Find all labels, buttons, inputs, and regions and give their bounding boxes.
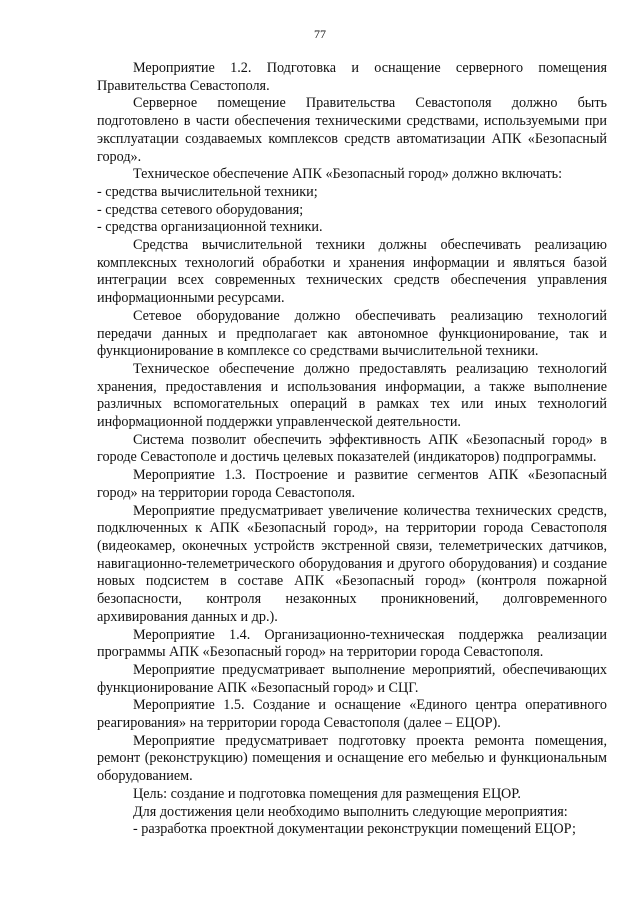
- paragraph: Средства вычислительной техники должны обеспечивать реализацию комплексных технологий обработки и хранения информации и являться базой интеграции всех современных технических средств обеспечения управления информационными ресурсами.: [97, 237, 607, 307]
- list-item: - средства организационной техники.: [97, 219, 323, 236]
- paragraph: Система позволит обеспечить эффективность АПК «Безопасный город» в городе Севастополе и достичь целевых показателей (индикаторов) подпрограммы.: [97, 431, 607, 466]
- paragraph: - разработка проектной документации реконструкции помещений ЕЦОР;: [133, 821, 576, 838]
- paragraph: Мероприятие 1.2. Подготовка и оснащение серверного помещения Правительства Севастополя.: [97, 60, 607, 94]
- paragraph: Техническое обеспечение должно предоставлять реализацию технологий хранения, предоставления и использования информации, а также выполнение различных вспомогательных операций в рамках тех или иных технологий информационной поддержки управленческой деятельности.: [97, 360, 607, 431]
- paragraph: Цель: создание и подготовка помещения для размещения ЕЦОР.: [133, 785, 521, 802]
- document-body: [97, 60, 607, 839]
- paragraph: Сетевое оборудование должно обеспечивать реализацию технологий передачи данных и предполагает как автономное функционирование, так и функционирование в комплексе со средствами вычислительной техники.: [97, 307, 607, 360]
- paragraph: Мероприятие 1.3. Построение и развитие сегментов АПК «Безопасный город» на территории города Севастополя.: [97, 467, 607, 501]
- list-item: - средства сетевого оборудования;: [97, 201, 304, 218]
- paragraph: Мероприятие предусматривает выполнение мероприятий, обеспечивающих функционирование АПК «Безопасный город» и СЦГ.: [97, 661, 607, 696]
- paragraph: Серверное помещение Правительства Севастополя должно быть подготовлено в части обеспечения техническими средствами, используемыми при эксплуатации создаваемых комплексов средств автоматизации АПК «Безопасный город».: [97, 95, 607, 165]
- paragraph: Техническое обеспечение АПК «Безопасный город» должно включать:: [133, 166, 563, 183]
- paragraph: Мероприятие 1.4. Организационно-техническая поддержка реализации программы АПК «Безопасный город» на территории города Севастополя.: [97, 626, 607, 661]
- paragraph: Мероприятие 1.5. Создание и оснащение «Единого центра оперативного реагирования» на территории города Севастополя (далее – ЕЦОР).: [97, 697, 607, 732]
- list-item: - средства вычислительной техники;: [97, 183, 318, 200]
- paragraph: Для достижения цели необходимо выполнить следующие мероприятия:: [133, 803, 568, 820]
- paragraph: Мероприятие предусматривает увеличение количества технических средств, подключенных к АПК «Безопасный город», на территории города Севастополя (видеокамер, оконечных устройств экстренной связи, телеметрических датчиков, навигационно-телеметрического оборудования и другого оборудования) и создание новых подсистем в составе АПК «Безопасный город» (контроля пожарной безопасности, контроля незаконных проникновений, долговременного архивирования данных и др.).: [97, 502, 607, 625]
- paragraph: Мероприятие предусматривает подготовку проекта ремонта помещения, ремонт (реконструкцию) помещения и оснащение его мебелью и функциональным оборудованием.: [97, 732, 607, 785]
- page-number: 77: [314, 27, 326, 41]
